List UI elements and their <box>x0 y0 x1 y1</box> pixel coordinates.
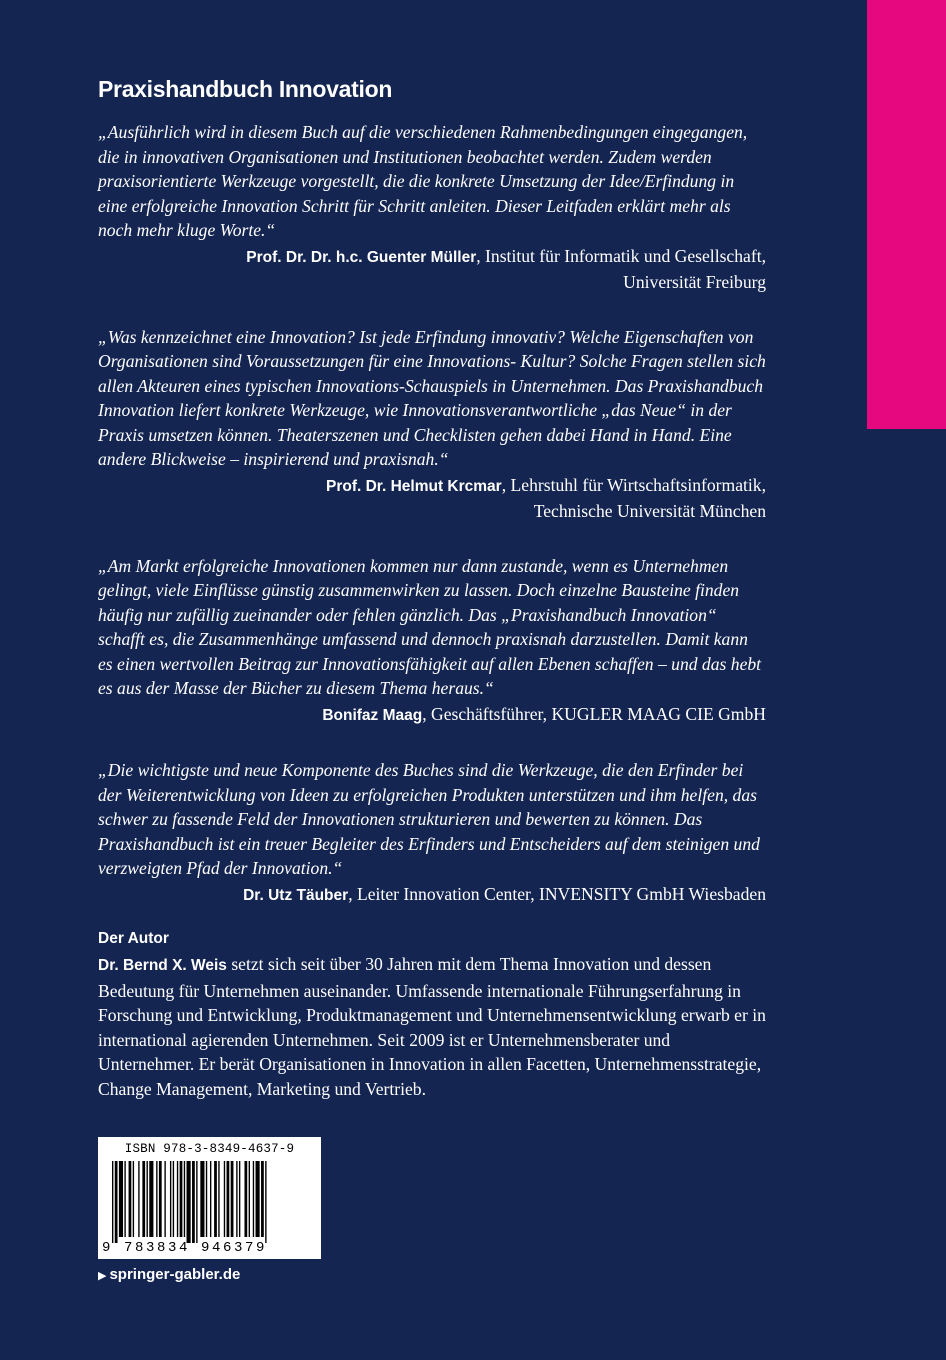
barcode-bar <box>184 1161 185 1237</box>
barcode-bar <box>239 1161 240 1237</box>
website-label: springer-gabler.de <box>109 1266 241 1283</box>
barcode-bar <box>192 1161 195 1243</box>
review-affiliation: , Leiter Innovation Center, INVENSITY GmbH Wiesbaden <box>348 883 766 904</box>
barcode-bar <box>119 1161 123 1237</box>
author-bio <box>98 952 766 1101</box>
barcode-bar <box>231 1161 234 1237</box>
barcode-bar <box>112 1161 113 1243</box>
barcode-bar <box>227 1161 230 1237</box>
barcode-bar <box>129 1161 132 1237</box>
barcode-bar <box>156 1161 157 1237</box>
barcode-bar <box>177 1161 178 1237</box>
review-quote: „Was kennzeichnet eine Innovation? Ist jede Erfindung innovativ? Welche Eigenschaften von Organisationen sind Voraussetzungen für eine Innovations- Kultur? Solche Fragen stellen sich allen Akteuren eines typischen Innovations-Schauspiels in Unternehmen. Das Praxishandbuch Innovation liefert konkrete Werkzeuge, wie Innovationsverantwortliche „das Neue“ in der Praxis umsetzen können. Theaterszenen und Checklisten gehen dabei Hand in Hand. Eine andere Blickweise – inspirierend und praxisnah.“ <box>98 326 766 469</box>
author-bio-text: setzt sich seit über 30 Jahren mit dem Thema Innovation und dessen Bedeutung für Unternehmen auseinander. Umfassende internationale Führungserfahrung in Forschung und Entwicklung, Produktmanagement und Unternehmensentwicklung erwarb er in international agierenden Unternehmen. Seit 2009 ist er Unternehmensberater und Unternehmer. Er berät Organisationen in Innovation in allen Facetten, Unternehmensstrategie, Change Management, Marketing und Vertrieb. <box>98 954 766 1099</box>
barcode-bar <box>180 1161 183 1237</box>
arrow-right-icon: ▶ <box>98 1270 107 1282</box>
review-affiliation-line2: Universität Freiburg <box>623 272 766 292</box>
review-author: Bonifaz Maag <box>322 706 423 724</box>
barcode-bar <box>253 1161 254 1237</box>
barcode-bar <box>265 1161 266 1243</box>
review-1 <box>98 120 766 295</box>
review-author: Prof. Dr. Helmut Krcmar <box>326 477 502 495</box>
barcode-bar <box>261 1161 264 1237</box>
review-3 <box>98 554 766 729</box>
barcode-bar <box>133 1161 134 1237</box>
publisher-website[interactable] <box>98 1265 240 1286</box>
barcode-bar <box>249 1161 250 1237</box>
review-quote: „Die wichtigste und neue Komponente des Buches sind die Werkzeuge, die den Erfinder bei der Weiterentwicklung von Ideen zu erfolgreichen Produkten unterstützen und ihm helfen, das schwer zu fassende Feld der Innovationen strukturieren und bewerten zu können. Das Praxishandbuch ist ein treuer Begleiter des Erfinders und Entscheiders auf dem steinigen und verzweigten Pfad der Innovation.“ <box>98 760 760 878</box>
barcode-bar <box>142 1161 145 1237</box>
review-attribution <box>98 702 766 729</box>
author-section <box>98 928 766 1101</box>
review-quote: „Am Markt erfolgreiche Innovationen kommen nur dann zustande, wenn es Unternehmen gelingt, viele Einflüsse günstig zusammenwirken zu lassen. Doch einzelne Bausteine finden häufig nur zufällig zueinander oder fehlen gänzlich. Das „Praxishandbuch Innovation“ schafft es, die Zusammenhänge umfassend und dennoch praxisnah darzustellen. Damit kann es einen wertvollen Beitrag zur Innovationsfähigkeit auf allen Ebenen schaffen – und das hebt es aus der Masse der Bücher zu diesem Thema heraus.“ <box>98 555 762 698</box>
isbn-text: ISBN 978-3-8349-4637-9 <box>124 1142 295 1156</box>
review-quote: „Ausführlich wird in diesem Buch auf die verschiedenen Rahmenbedingungen eingegangen, die in innovativen Organisationen und Institutionen beobachtet werden. Zudem werden praxisorientierte Werkzeuge vorgestellt, die die konkrete Umsetzung der Idee/Erfindung in eine erfolgreiche Innovation Schritt für Schritt anleiten. Dieser Leitfaden erklärt mehr als noch mehr kluge Worte.“ <box>98 122 748 240</box>
barcode-bar <box>218 1161 219 1237</box>
barcode-bar <box>164 1161 165 1237</box>
barcode-bar <box>210 1161 211 1237</box>
barcode-bar <box>138 1161 139 1237</box>
barcode-bar <box>224 1161 225 1237</box>
author-heading: Der Autor <box>98 930 169 947</box>
barcode-digits: 9 783834 946379 <box>102 1240 268 1256</box>
back-cover-content <box>98 72 766 1101</box>
review-author: Dr. Utz Täuber <box>243 886 349 904</box>
review-affiliation: , Geschäftsführer, KUGLER MAAG CIE GmbH <box>422 703 766 724</box>
review-attribution <box>98 473 766 524</box>
review-affiliation: , Lehrstuhl für Wirtschaftsinformatik, <box>501 474 766 495</box>
barcode-bar <box>206 1161 207 1237</box>
barcode-bar <box>159 1161 162 1237</box>
author-name: Dr. Bernd X. Weis <box>98 957 227 974</box>
review-attribution <box>98 882 766 909</box>
review-2 <box>98 325 766 524</box>
barcode-bar <box>244 1161 247 1237</box>
barcode-bar <box>149 1161 153 1237</box>
book-title: Praxishandbuch Innovation <box>98 76 393 102</box>
review-attribution <box>98 244 766 295</box>
review-author: Prof. Dr. Dr. h.c. Guenter Müller <box>246 248 477 266</box>
barcode-bar <box>214 1161 217 1237</box>
barcode-bar <box>115 1161 118 1243</box>
barcode-bar <box>196 1161 197 1243</box>
barcode-bar <box>187 1161 191 1243</box>
magenta-accent-bar <box>867 0 946 429</box>
barcode-bar <box>200 1161 204 1237</box>
barcode-bar <box>170 1161 171 1237</box>
review-affiliation: , Institut für Informatik und Gesellschaft, <box>476 245 766 266</box>
barcode-bar <box>236 1161 237 1237</box>
barcode-bar <box>124 1161 125 1237</box>
barcode-bar <box>147 1161 148 1237</box>
barcode-bar <box>173 1161 174 1237</box>
isbn-barcode <box>98 1137 321 1259</box>
barcode-bar <box>256 1161 260 1237</box>
review-affiliation-line2: Technische Universität München <box>533 501 766 521</box>
review-4 <box>98 758 766 908</box>
